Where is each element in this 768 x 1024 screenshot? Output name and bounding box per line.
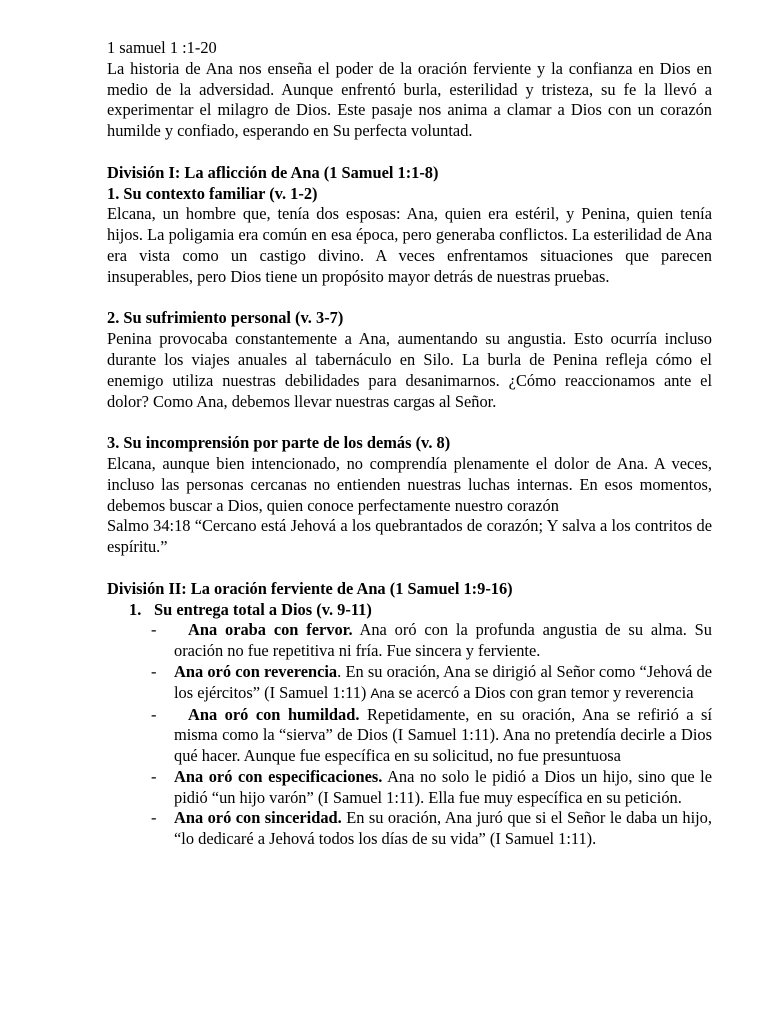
spacer [107,142,712,163]
bullet-body: Ana no solo le pidió a Dios un hijo, sino que le pidió “un hijo varón” (I Samuel 1:11). Ella fue muy específica en su petición. [174,766,712,807]
spacer [107,412,712,433]
bullet-bold-lead: Ana oraba con fervor. [188,620,353,640]
spacer [107,288,712,309]
section-1-heading-text: 1. Su contexto familiar (v. 1-2) [107,183,318,203]
bullet-sans-word: Ana [370,685,395,701]
bullet-item [107,620,712,662]
intro-paragraph: La historia de Ana nos enseña el poder de la oración ferviente y la confianza en Dios en medio de la adversidad. Aunque enfrentó burla, esterilidad y tristeza, su fe la llevó a experimentar el milagro de Dios. Este pasaje nos anima a clamar a Dios con un corazón humilde y confiado, esperando en Su perfecta voluntad. [107,58,712,141]
bullet-bold-lead: Ana oró con sinceridad. [174,808,342,828]
bullet-text [174,767,712,809]
section-2-heading [107,308,712,329]
division-1-heading-text: División I: La aflicción de Ana (1 Samuel 1:1-8) [107,162,439,182]
bullet-dash: - [151,661,157,681]
division-1-heading [107,163,712,184]
bullet-text [174,620,712,662]
scripture-reference: 1 samuel 1 :1-20 [107,38,217,57]
item-heading: Su entrega total a Dios (v. 9-11) [154,599,372,619]
bullet-item [107,767,712,809]
psalm-quote: Salmo 34:18 “Cercano está Jehová a los quebrantados de corazón; Y salva a los contritos de espíritu.” [107,516,712,557]
section-3-heading [107,433,712,454]
bullet-body: En su oración, Ana juró que si el Señor le daba un hijo, “lo dedicaré a Jehová todos los días de su vida” (I Samuel 1:11). [174,808,712,849]
bullet-text [174,705,712,767]
bullet-bold-lead: Ana oró con humildad. [188,704,360,724]
bullet-body-continued: se acercó a Dios con gran temor y reverencia [394,682,694,702]
section-2-heading-text: 2. Su sufrimiento personal (v. 3-7) [107,308,344,328]
document-page [107,38,712,850]
division-2-heading-text: División II: La oración ferviente de Ana (1 Samuel 1:9-16) [107,578,513,598]
item-number: 1. [129,599,142,619]
bullet-text [174,808,712,850]
bullet-body: Ana oró con la profunda angustia de su alma. Su oración no fue repetitiva ni fría. Fue sincera y ferviente. [174,620,712,661]
bullet-dash: - [151,704,157,724]
spacer [107,558,712,579]
section-2-paragraph: Penina provocaba constantemente a Ana, aumentando su angustia. Esto ocurría incluso durante los viajes anuales al tabernáculo en Silo. La burla de Penina refleja cómo el enemigo utiliza nuestras debilidades para desanimarnos. ¿Cómo reaccionamos ante el dolor? Como Ana, debemos llevar nuestras cargas al Señor. [107,329,712,411]
bullet-body: . En su oración, Ana se dirigió al Señor como “Jehová de los ejércitos” (I Samuel 1:11) [174,661,713,702]
bullet-item [107,662,712,705]
bullet-bold-lead: Ana oró con especificaciones. [174,766,383,786]
section-1-heading [107,184,712,205]
bullet-text [174,662,712,705]
numbered-item [107,600,712,621]
bullet-dash: - [151,620,157,640]
division-2-heading [107,579,712,600]
section-1-paragraph: Elcana, un hombre que, tenía dos esposas: Ana, quien era estéril, y Penina, quien tenía hijos. La poligamia era común en esa época, pero generaba conflictos. La esterilidad de Ana era vista como un castigo divino. A veces enfrentamos situaciones que parecen insuperables, pero Dios tiene un propósito mayor detrás de nuestras pruebas. [107,204,712,286]
bullet-body: Repetidamente, en su oración, Ana se refirió a sí misma como la “sierva” de Dios (I Samuel 1:11). Ana no pretendía decirle a Dios qué hacer. Aunque fue específica en su solicitud, no fue presuntuosa [174,704,712,766]
bullet-item [107,705,712,767]
bullet-dash: - [151,766,157,786]
bullet-dash: - [151,808,157,828]
bullet-bold-lead: Ana oró con reverencia [174,661,338,681]
section-3-paragraph: Elcana, aunque bien intencionado, no comprendía plenamente el dolor de Ana. A veces, incluso las personas cercanas no entienden nuestras luchas internas. En esos momentos, debemos buscar a Dios, quien conoce perfectamente nuestro corazón [107,453,712,515]
section-3-heading-text: 3. Su incomprensión por parte de los demás (v. 8) [107,433,451,453]
bullet-item [107,808,712,850]
